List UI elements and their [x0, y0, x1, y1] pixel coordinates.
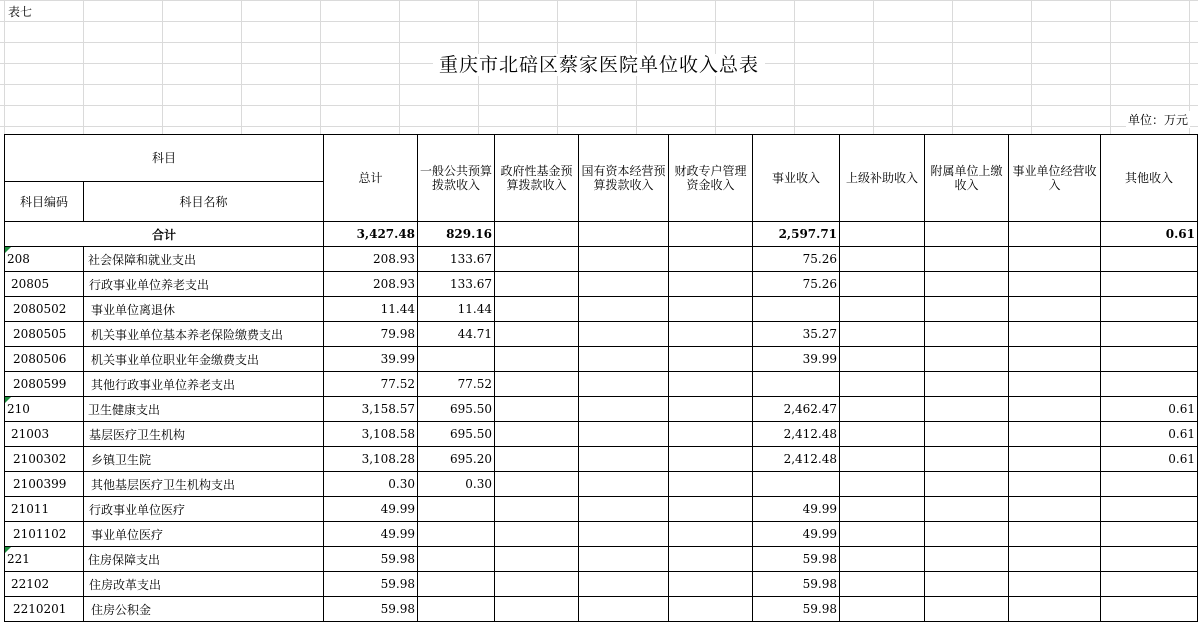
- cell-affiliated: [925, 322, 1009, 347]
- table-row: [5, 397, 1198, 422]
- cell-total: 208.93: [324, 272, 418, 297]
- cell-business: 49.99: [753, 522, 840, 547]
- cell-state-capital: [579, 247, 669, 272]
- cell-code: 22102: [5, 572, 84, 597]
- table-row: [5, 572, 1198, 597]
- cell-affiliated: [925, 572, 1009, 597]
- cell-gov-fund: [495, 472, 579, 497]
- cell-operating: [1009, 397, 1101, 422]
- cell-superior: [840, 422, 925, 447]
- cell-special: [669, 397, 753, 422]
- cell-business: 2,462.47: [753, 397, 840, 422]
- cell-affiliated: [925, 347, 1009, 372]
- cell-gov-fund: [495, 497, 579, 522]
- cell-code: 2100302: [5, 447, 84, 472]
- cell-affiliated: [925, 397, 1009, 422]
- header-state-capital: 国有资本经营预算拨款收入: [579, 135, 669, 222]
- cell-operating: [1009, 447, 1101, 472]
- cell-operating: [1009, 247, 1101, 272]
- cell-other: [1101, 247, 1198, 272]
- cell-superior: [840, 397, 925, 422]
- cell-operating: [1009, 547, 1101, 572]
- cell-gov-fund: [495, 397, 579, 422]
- cell-affiliated: [925, 247, 1009, 272]
- cell-general: 695.20: [418, 447, 495, 472]
- cell-gov-fund: [495, 297, 579, 322]
- cell-total: 208.93: [324, 247, 418, 272]
- cell-total: 59.98: [324, 597, 418, 622]
- cell-operating: [1009, 297, 1101, 322]
- cell-business: 75.26: [753, 272, 840, 297]
- cell-gov-fund: [495, 222, 579, 247]
- cell-total: 59.98: [324, 547, 418, 572]
- header-code: 科目编码: [5, 182, 84, 222]
- cell-total: 3,427.48: [324, 222, 418, 247]
- page-title: [0, 50, 1198, 78]
- cell-operating: [1009, 322, 1101, 347]
- cell-operating: [1009, 597, 1101, 622]
- cell-superior: [840, 522, 925, 547]
- cell-superior: [840, 372, 925, 397]
- cell-special: [669, 272, 753, 297]
- cell-code: 210: [5, 397, 84, 422]
- cell-general: [418, 597, 495, 622]
- table-row: [5, 422, 1198, 447]
- cell-state-capital: [579, 397, 669, 422]
- cell-affiliated: [925, 447, 1009, 472]
- cell-special: [669, 447, 753, 472]
- cell-other: [1101, 322, 1198, 347]
- cell-state-capital: [579, 347, 669, 372]
- cell-state-capital: [579, 572, 669, 597]
- cell-general: 11.44: [418, 297, 495, 322]
- cell-special: [669, 547, 753, 572]
- cell-general: 133.67: [418, 247, 495, 272]
- table-row: [5, 322, 1198, 347]
- table-row: [5, 497, 1198, 522]
- cell-operating: [1009, 572, 1101, 597]
- unit-label: 单位：万元: [1127, 113, 1188, 127]
- cell-state-capital: [579, 447, 669, 472]
- cell-special: [669, 222, 753, 247]
- cell-other: [1101, 497, 1198, 522]
- cell-special: [669, 522, 753, 547]
- cell-name: 机关事业单位职业年金缴费支出: [84, 347, 324, 372]
- cell-gov-fund: [495, 547, 579, 572]
- table-row: [5, 272, 1198, 297]
- total-label: 合计: [5, 222, 324, 247]
- cell-superior: [840, 222, 925, 247]
- cell-other: [1101, 597, 1198, 622]
- cell-general: [418, 547, 495, 572]
- cell-name: 其他行政事业单位养老支出: [84, 372, 324, 397]
- cell-business: [753, 372, 840, 397]
- income-summary-table: [4, 134, 1198, 622]
- table-row: [5, 347, 1198, 372]
- cell-affiliated: [925, 522, 1009, 547]
- cell-superior: [840, 322, 925, 347]
- cell-name: 行政事业单位养老支出: [84, 272, 324, 297]
- table-row: [5, 447, 1198, 472]
- cell-total: 39.99: [324, 347, 418, 372]
- cell-name: 社会保障和就业支出: [84, 247, 324, 272]
- cell-name: 卫生健康支出: [84, 397, 324, 422]
- cell-other: 0.61: [1101, 447, 1198, 472]
- cell-name: 行政事业单位医疗: [84, 497, 324, 522]
- cell-code: 2210201: [5, 597, 84, 622]
- cell-superior: [840, 247, 925, 272]
- cell-general: [418, 497, 495, 522]
- cell-gov-fund: [495, 447, 579, 472]
- cell-state-capital: [579, 597, 669, 622]
- header-other: 其他收入: [1101, 135, 1198, 222]
- cell-superior: [840, 597, 925, 622]
- table-row: [5, 522, 1198, 547]
- cell-business: [753, 297, 840, 322]
- cell-gov-fund: [495, 247, 579, 272]
- cell-total: 0.30: [324, 472, 418, 497]
- cell-total: 49.99: [324, 497, 418, 522]
- cell-state-capital: [579, 297, 669, 322]
- cell-total: 11.44: [324, 297, 418, 322]
- header-general: 一般公共预算拨款收入: [418, 135, 495, 222]
- cell-business: [753, 472, 840, 497]
- cell-operating: [1009, 347, 1101, 372]
- cell-state-capital: [579, 422, 669, 447]
- cell-affiliated: [925, 497, 1009, 522]
- cell-total: 3,108.58: [324, 422, 418, 447]
- cell-total: 79.98: [324, 322, 418, 347]
- cell-state-capital: [579, 322, 669, 347]
- cell-total: 77.52: [324, 372, 418, 397]
- cell-code: 2080505: [5, 322, 84, 347]
- cell-name: 乡镇卫生院: [84, 447, 324, 472]
- cell-affiliated: [925, 222, 1009, 247]
- header-superior: 上级补助收入: [840, 135, 925, 222]
- cell-name: 事业单位医疗: [84, 522, 324, 547]
- cell-gov-fund: [495, 522, 579, 547]
- header-affiliated: 附属单位上缴收入: [925, 135, 1009, 222]
- cell-general: 133.67: [418, 272, 495, 297]
- cell-code: 21003: [5, 422, 84, 447]
- cell-special: [669, 297, 753, 322]
- cell-operating: [1009, 222, 1101, 247]
- cell-other: [1101, 297, 1198, 322]
- cell-total: 59.98: [324, 572, 418, 597]
- cell-special: [669, 597, 753, 622]
- cell-code: 221: [5, 547, 84, 572]
- cell-total: 3,158.57: [324, 397, 418, 422]
- cell-superior: [840, 572, 925, 597]
- cell-gov-fund: [495, 272, 579, 297]
- cell-code: 2080599: [5, 372, 84, 397]
- cell-name: 基层医疗卫生机构: [84, 422, 324, 447]
- header-business: 事业收入: [753, 135, 840, 222]
- cell-other: [1101, 272, 1198, 297]
- cell-affiliated: [925, 422, 1009, 447]
- cell-business: 2,412.48: [753, 422, 840, 447]
- header-total: 总计: [324, 135, 418, 222]
- cell-general: [418, 522, 495, 547]
- cell-superior: [840, 272, 925, 297]
- cell-total: 3,108.28: [324, 447, 418, 472]
- cell-general: 77.52: [418, 372, 495, 397]
- cell-business: 49.99: [753, 497, 840, 522]
- cell-operating: [1009, 372, 1101, 397]
- cell-other: [1101, 472, 1198, 497]
- cell-affiliated: [925, 547, 1009, 572]
- cell-code: 20805: [5, 272, 84, 297]
- cell-superior: [840, 297, 925, 322]
- cell-operating: [1009, 497, 1101, 522]
- cell-name: 其他基层医疗卫生机构支出: [84, 472, 324, 497]
- cell-special: [669, 372, 753, 397]
- cell-other: [1101, 547, 1198, 572]
- cell-superior: [840, 472, 925, 497]
- total-row: [5, 222, 1198, 247]
- cell-special: [669, 322, 753, 347]
- cell-name: 住房保障支出: [84, 547, 324, 572]
- cell-state-capital: [579, 472, 669, 497]
- cell-code: 21011: [5, 497, 84, 522]
- cell-other: 0.61: [1101, 222, 1198, 247]
- cell-superior: [840, 497, 925, 522]
- cell-general: 829.16: [418, 222, 495, 247]
- cell-business: 59.98: [753, 547, 840, 572]
- cell-operating: [1009, 272, 1101, 297]
- cell-special: [669, 497, 753, 522]
- cell-business: 59.98: [753, 572, 840, 597]
- sheet-label: 表七: [8, 5, 33, 19]
- cell-gov-fund: [495, 597, 579, 622]
- cell-special: [669, 247, 753, 272]
- cell-state-capital: [579, 272, 669, 297]
- cell-business: 75.26: [753, 247, 840, 272]
- cell-name: 机关事业单位基本养老保险缴费支出: [84, 322, 324, 347]
- table-row: [5, 597, 1198, 622]
- cell-state-capital: [579, 547, 669, 572]
- cell-state-capital: [579, 222, 669, 247]
- cell-special: [669, 422, 753, 447]
- cell-business: 35.27: [753, 322, 840, 347]
- header-special: 财政专户管理资金收入: [669, 135, 753, 222]
- cell-state-capital: [579, 522, 669, 547]
- table-row: [5, 297, 1198, 322]
- cell-name: 住房公积金: [84, 597, 324, 622]
- cell-gov-fund: [495, 422, 579, 447]
- cell-code: 2101102: [5, 522, 84, 547]
- cell-gov-fund: [495, 572, 579, 597]
- cell-general: [418, 572, 495, 597]
- cell-general: 44.71: [418, 322, 495, 347]
- cell-other: 0.61: [1101, 397, 1198, 422]
- cell-affiliated: [925, 472, 1009, 497]
- cell-name: 事业单位离退休: [84, 297, 324, 322]
- cell-name: 住房改革支出: [84, 572, 324, 597]
- cell-affiliated: [925, 372, 1009, 397]
- cell-code: 2080502: [5, 297, 84, 322]
- cell-business: 39.99: [753, 347, 840, 372]
- cell-general: 695.50: [418, 422, 495, 447]
- cell-other: [1101, 372, 1198, 397]
- cell-state-capital: [579, 497, 669, 522]
- cell-superior: [840, 547, 925, 572]
- cell-gov-fund: [495, 322, 579, 347]
- cell-general: 695.50: [418, 397, 495, 422]
- cell-special: [669, 347, 753, 372]
- cell-other: [1101, 572, 1198, 597]
- cell-state-capital: [579, 372, 669, 397]
- table-row: [5, 247, 1198, 272]
- cell-affiliated: [925, 297, 1009, 322]
- header-name: 科目名称: [84, 182, 324, 222]
- cell-code: 208: [5, 247, 84, 272]
- table-row: [5, 372, 1198, 397]
- cell-code: 2080506: [5, 347, 84, 372]
- cell-total: 49.99: [324, 522, 418, 547]
- title-text: 重庆市北碚区蔡家医院单位收入总表: [433, 54, 765, 76]
- cell-affiliated: [925, 272, 1009, 297]
- cell-superior: [840, 447, 925, 472]
- cell-gov-fund: [495, 372, 579, 397]
- header-operating: 事业单位经营收入: [1009, 135, 1101, 222]
- cell-other: [1101, 522, 1198, 547]
- cell-business: 2,597.71: [753, 222, 840, 247]
- cell-affiliated: [925, 597, 1009, 622]
- cell-business: 2,412.48: [753, 447, 840, 472]
- table-row: [5, 472, 1198, 497]
- cell-special: [669, 472, 753, 497]
- cell-general: 0.30: [418, 472, 495, 497]
- cell-general: [418, 347, 495, 372]
- cell-operating: [1009, 472, 1101, 497]
- table-row: [5, 547, 1198, 572]
- cell-operating: [1009, 422, 1101, 447]
- header-gov-fund: 政府性基金预算拨款收入: [495, 135, 579, 222]
- cell-other: [1101, 347, 1198, 372]
- cell-superior: [840, 347, 925, 372]
- cell-operating: [1009, 522, 1101, 547]
- header-subject: 科目: [5, 135, 324, 182]
- cell-other: 0.61: [1101, 422, 1198, 447]
- cell-gov-fund: [495, 347, 579, 372]
- cell-business: 59.98: [753, 597, 840, 622]
- cell-code: 2100399: [5, 472, 84, 497]
- cell-special: [669, 572, 753, 597]
